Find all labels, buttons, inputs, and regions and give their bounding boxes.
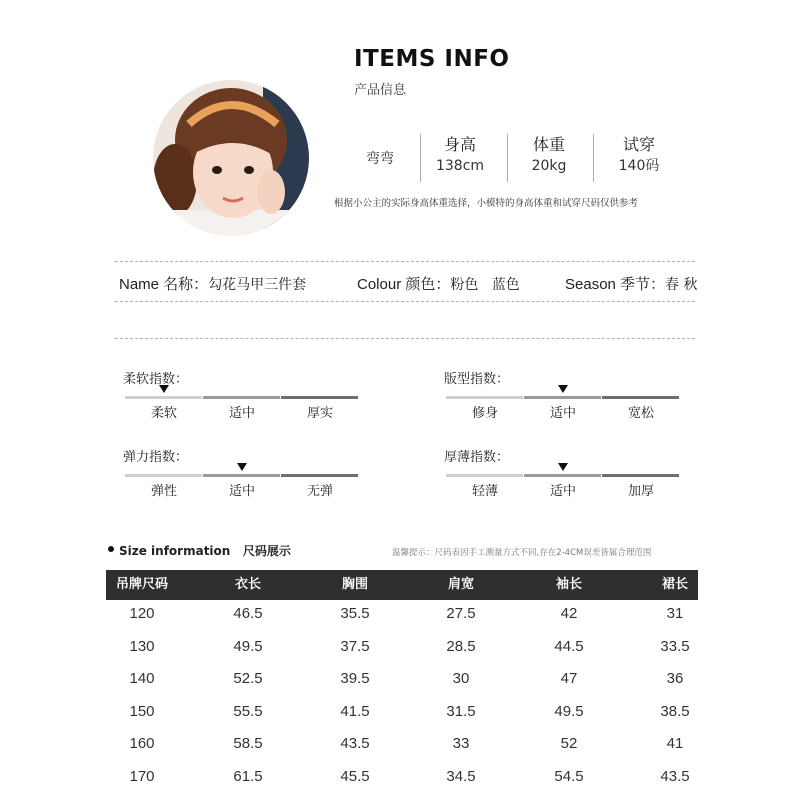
stat-label: 身高 — [443, 135, 476, 154]
table-header-cell: 肩宽 — [447, 577, 474, 592]
model-note: 根据小公主的实际身高体重选择，小模特的身高体重和试穿尺码仅供参考 — [334, 198, 639, 209]
table-cell: 46.5 — [233, 605, 263, 622]
stat-value: 140码 — [618, 158, 660, 174]
index-option-label: 适中 — [228, 406, 255, 421]
index-option-label: 加厚 — [627, 484, 654, 499]
divider — [507, 134, 508, 182]
index-option-label: 适中 — [549, 484, 576, 499]
index-option-label: 无弹 — [306, 484, 333, 499]
table-cell: 28.5 — [446, 637, 476, 655]
table-cell: 43.5 — [340, 735, 370, 752]
dashed-divider — [115, 261, 695, 262]
index-segment — [602, 474, 679, 477]
index-segment — [203, 396, 280, 399]
model-name: 弯弯 — [366, 151, 394, 167]
index-option-label: 宽松 — [627, 406, 654, 421]
index-option-label: 修身 — [471, 406, 498, 421]
table-cell: 52.5 — [233, 670, 263, 687]
colour-value: 粉色 蓝色 — [450, 277, 520, 293]
index-segment — [281, 474, 358, 477]
table-header-cell: 袖长 — [555, 577, 582, 592]
table-cell: 27.5 — [446, 605, 476, 622]
table-cell: 43.5 — [660, 767, 690, 785]
index-marker-icon — [237, 463, 247, 471]
stat-value: 20kg — [531, 158, 567, 174]
index-marker-icon — [558, 463, 568, 471]
items-info-subtitle: 产品信息 — [354, 83, 407, 98]
info-name — [119, 273, 306, 294]
table-cell: 49.5 — [233, 637, 263, 655]
index-title: 厚薄指数： — [444, 450, 510, 465]
index-option-label: 厚实 — [306, 406, 333, 421]
index-option-label: 轻薄 — [471, 484, 498, 499]
index-option-label: 弹性 — [150, 484, 177, 499]
index-title: 柔软指数： — [123, 372, 189, 387]
divider — [593, 134, 594, 182]
table-header-cell: 裙长 — [661, 577, 688, 592]
table-cell: 150 — [129, 702, 155, 720]
table-cell: 41 — [666, 735, 684, 752]
table-cell: 35.5 — [340, 605, 370, 622]
stat-try-size — [599, 135, 679, 177]
table-cell: 140 — [129, 670, 155, 687]
table-cell: 42 — [560, 605, 578, 622]
model-portrait-image — [153, 80, 309, 236]
table-cell: 49.5 — [554, 702, 584, 720]
table-cell: 33.5 — [660, 637, 690, 655]
table-cell: 58.5 — [233, 735, 263, 752]
table-cell: 170 — [129, 767, 155, 785]
size-table-header — [106, 570, 698, 600]
stat-value: 138cm — [435, 158, 485, 174]
index-segment — [524, 474, 601, 477]
table-cell: 31.5 — [446, 702, 476, 720]
dashed-divider — [115, 338, 695, 339]
items-info-title: ITEMS INFO — [354, 46, 510, 72]
table-cell: 120 — [129, 605, 155, 622]
table-cell: 44.5 — [554, 637, 584, 655]
table-cell: 33 — [452, 735, 470, 752]
table-cell: 30 — [452, 670, 470, 687]
index-segment — [524, 396, 601, 399]
info-colour — [357, 273, 520, 294]
table-cell: 31 — [666, 605, 684, 622]
index-option-label: 适中 — [228, 484, 255, 499]
table-cell: 52 — [560, 735, 578, 752]
table-cell: 55.5 — [233, 702, 263, 720]
table-cell: 160 — [129, 735, 155, 752]
table-header-cell: 胸围 — [341, 577, 368, 592]
table-header-cell: 衣长 — [234, 577, 261, 592]
index-segment — [125, 396, 202, 399]
index-option-label: 适中 — [549, 406, 576, 421]
index-title: 版型指数： — [444, 372, 510, 387]
index-marker-icon — [558, 385, 568, 393]
table-cell: 39.5 — [340, 670, 370, 687]
name-value: 勾花马甲三件套 — [208, 277, 307, 293]
model-avatar — [153, 80, 309, 236]
index-segment — [203, 474, 280, 477]
index-title: 弹力指数： — [123, 450, 189, 465]
table-header-cell: 吊牌尺码 — [115, 577, 168, 592]
bullet-icon — [108, 546, 114, 552]
stat-weight — [509, 135, 589, 177]
colour-label: Colour 颜色： — [357, 276, 451, 293]
table-cell: 130 — [129, 637, 155, 655]
season-label: Season 季节： — [565, 276, 666, 293]
size-info-tip: 温馨提示：尺码表因手工测量方式不同,存在2-4CM误差皆属合理范围 — [392, 548, 652, 558]
index-marker-icon — [159, 385, 169, 393]
table-cell: 34.5 — [446, 767, 476, 785]
table-cell: 36 — [666, 670, 684, 687]
table-cell: 54.5 — [554, 767, 584, 785]
size-info-title: Size information 尺码展示 — [119, 544, 291, 558]
index-option-label: 柔软 — [150, 406, 177, 421]
table-cell: 47 — [560, 670, 578, 687]
table-cell: 45.5 — [340, 767, 370, 785]
name-label: Name 名称： — [119, 276, 209, 293]
table-cell: 37.5 — [340, 637, 370, 655]
stat-height — [420, 135, 500, 177]
table-cell: 61.5 — [233, 767, 263, 785]
index-segment — [446, 474, 523, 477]
info-season — [565, 273, 698, 294]
table-cell: 38.5 — [660, 702, 690, 720]
index-segment — [281, 396, 358, 399]
index-segment — [602, 396, 679, 399]
stat-label: 体重 — [532, 135, 565, 154]
stat-label: 试穿 — [622, 135, 655, 154]
dashed-divider — [115, 301, 695, 302]
season-value: 春 秋 — [665, 277, 698, 293]
table-cell: 41.5 — [340, 702, 370, 720]
index-segment — [125, 474, 202, 477]
index-segment — [446, 396, 523, 399]
